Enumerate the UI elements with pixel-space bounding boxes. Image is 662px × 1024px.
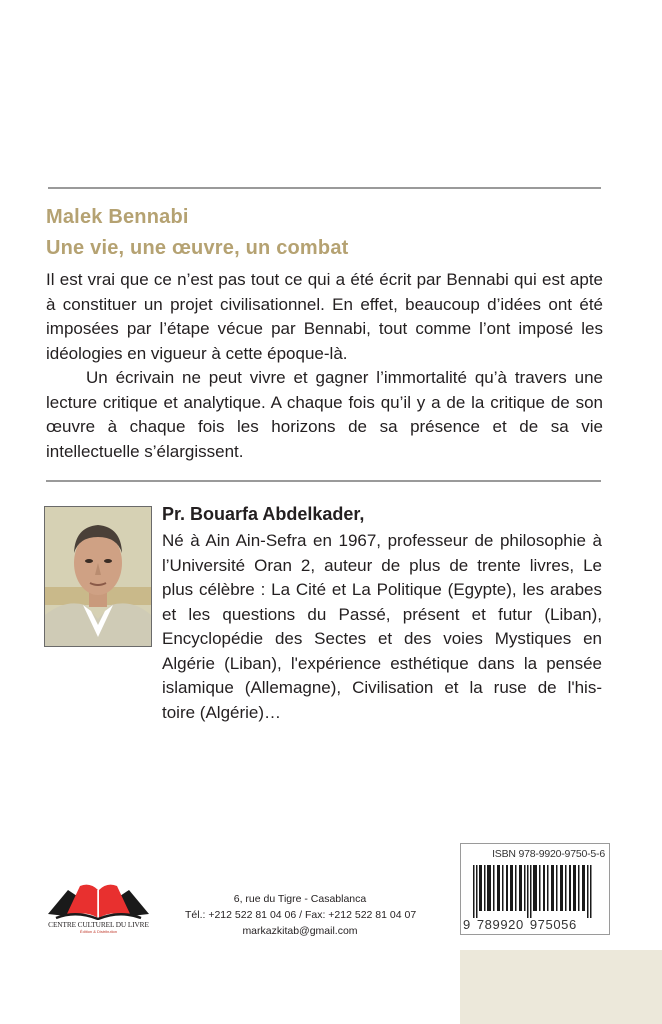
author-photo (44, 506, 152, 647)
book-title: Malek Bennabi (46, 206, 189, 228)
text-line: œuvre à chaque fois les horizons de sa présence et de sa vie (46, 417, 603, 436)
text-line: idéologies en vigueur à cette époque-là. (46, 343, 348, 363)
synopsis-paragraph-2 (46, 366, 603, 464)
isbn-label: ISBN 978-9920-9750-5-6 (492, 848, 605, 860)
publisher-contact (185, 891, 415, 939)
text-line: Né à Ain Ain-Sefra en 1967, professeur de philosophie à (162, 531, 602, 550)
publisher-name: CENTRE CULTUREL DU LIVRE (48, 920, 149, 929)
text-line: toire (Algérie)… (162, 702, 282, 722)
publisher-email: markazkitab@gmail.com (242, 925, 358, 937)
text-line: à constituer un projet civilisationnel. En effet, beaucoup d’idées ont été (46, 294, 603, 314)
publisher-phone-fax: Tél.: +212 522 81 04 06 / Fax: +212 522 81 04 07 (185, 909, 417, 921)
barcode-icon (469, 865, 599, 918)
top-divider (48, 187, 601, 189)
text-line: et les questions du Passé, présent et futur (Liban), (162, 604, 602, 624)
author-name: Pr. Bouarfa Abdelkader, (162, 504, 365, 524)
book-subtitle: Une vie, une œuvre, un combat (46, 237, 349, 259)
text-line: imposées par l’étape vécue par Bennabi, tout comme l’ont imposé les (46, 319, 603, 338)
synopsis-paragraph-1 (46, 268, 603, 366)
open-book-icon (46, 878, 151, 920)
barcode-digit-first: 9 (463, 917, 471, 932)
text-line: Encyclopédie des Sectes et des voies Mystiques en (162, 629, 602, 648)
text-line: Algérie (Liban), l'expérience esthétique dans la pensée (162, 653, 602, 673)
text-line: Un écrivain ne peut vivre et gagner l’immortalité qu’à travers une (86, 368, 603, 387)
barcode-digits-right: 975056 (529, 917, 577, 932)
beige-panel (460, 950, 662, 1024)
text-line: plus célèbre : La Cité et La Politique (Egypte), les arabes (162, 580, 602, 599)
text-line: l’Université Oran 2, auteur de plus de trente livres, Le (162, 555, 602, 575)
publisher-address: 6, rue du Tigre - Casablanca (233, 893, 367, 905)
text-line: intellectuelle s’élargissent. (46, 441, 244, 461)
middle-divider (46, 480, 601, 482)
text-line: lecture critique et analytique. A chaque fois qu’il y a de la critique de son (46, 392, 603, 412)
text-line: Il est vrai que ce n’est pas tout ce qui a été écrit par Bennabi qui est apte (46, 270, 603, 289)
barcode-digits-left: 789920 (476, 917, 524, 932)
publisher-tagline: Édition & Distribution (79, 929, 118, 934)
publisher-logo (46, 878, 151, 938)
author-bio (162, 529, 602, 725)
text-line: islamique (Allemagne), Civilisation et la ruse de l'his- (162, 678, 602, 697)
barcode-digits (463, 917, 577, 932)
isbn-barcode (460, 843, 610, 935)
